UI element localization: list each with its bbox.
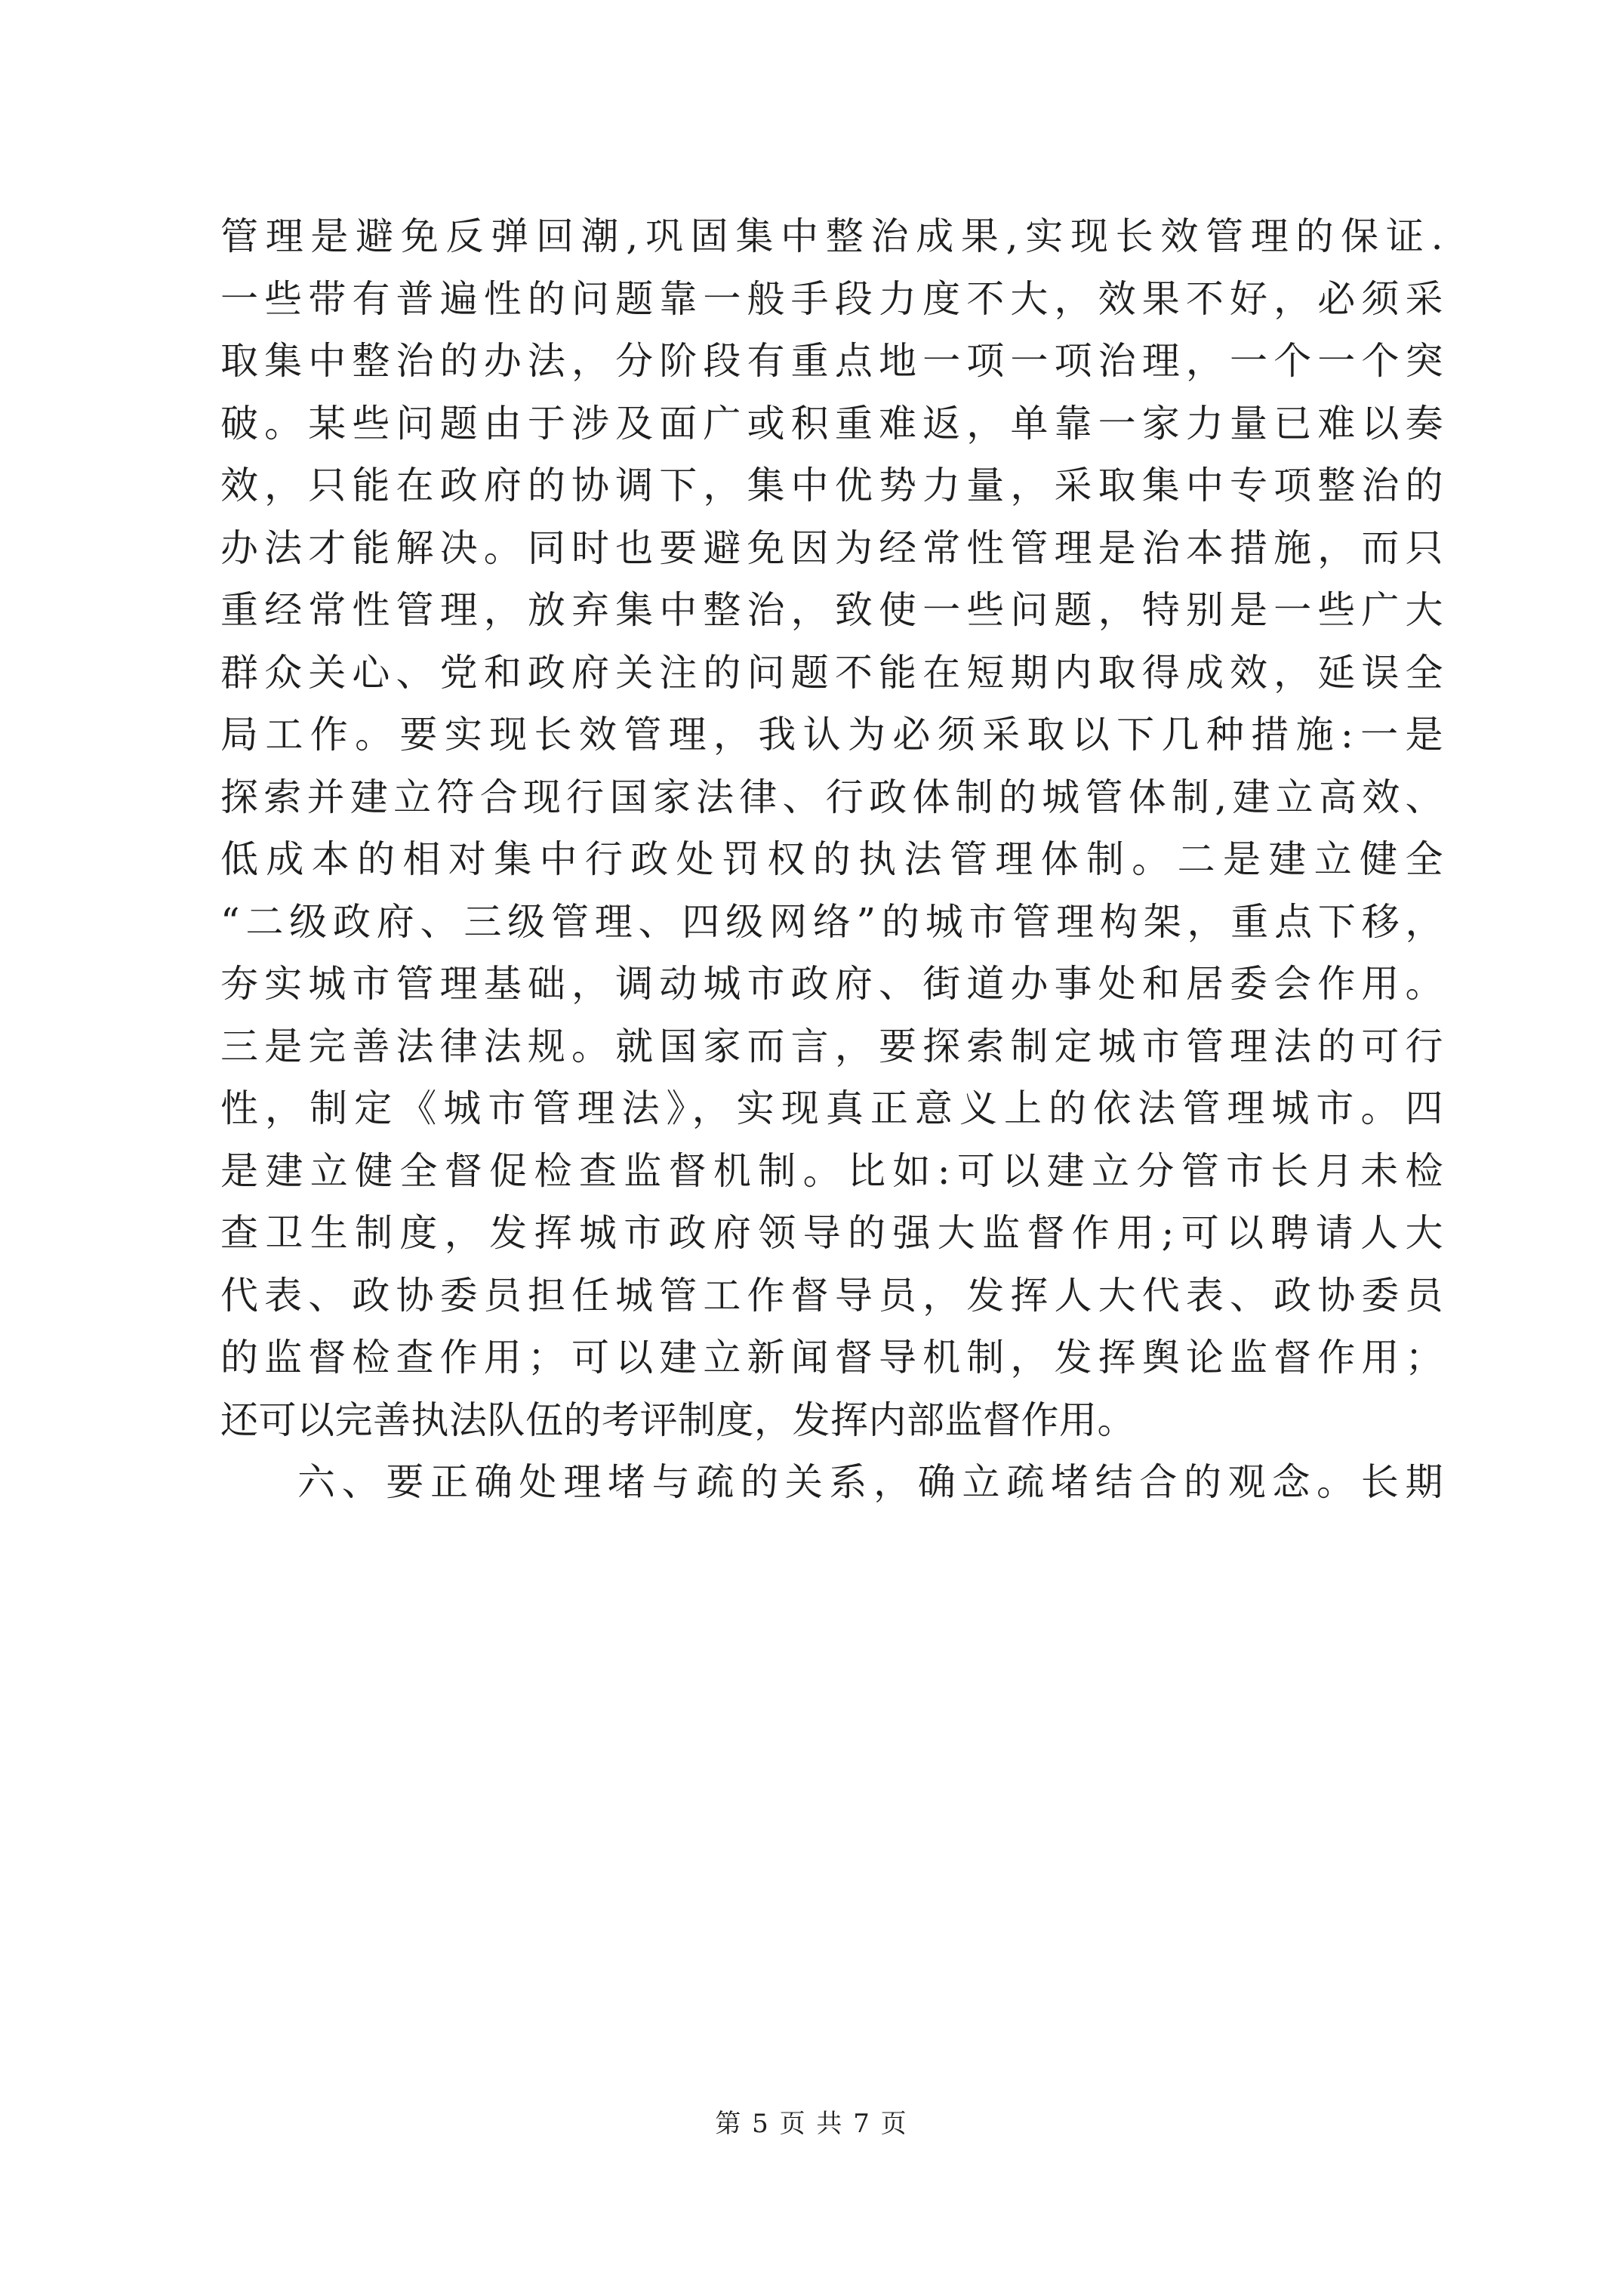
- text-line-content: 管理是避免反弹回潮,巩固集中整治成果,实现长效管理的保证.: [220, 214, 1443, 258]
- text-line: [220, 579, 1443, 642]
- text-line-content: 一些带有普遍性的问题靠一般手段力度不大，效果不好，必须采: [220, 276, 1443, 321]
- text-line-content: 群众关心、党和政府关注的问题不能在短期内取得成效，延误全: [220, 650, 1443, 695]
- text-line-content: 代表、政协委员担任城管工作督导员，发挥人大代表、政协委员: [220, 1273, 1443, 1318]
- paragraph-first-line: [220, 1451, 1443, 1514]
- text-line-content: 取集中整治的办法，分阶段有重点地一项一项治理，一个一个突: [220, 339, 1443, 383]
- text-line-content: 夯实城市管理基础，调动城市政府、街道办事处和居委会作用。: [220, 962, 1443, 1006]
- text-line: [220, 393, 1443, 455]
- text-line-content: 是建立健全督促检查监督机制。比如:可以建立分管市长月未检: [220, 1148, 1443, 1193]
- text-line-content: 低成本的相对集中行政处罚权的执法管理体制。二是建立健全: [220, 837, 1443, 881]
- text-line: [220, 642, 1443, 704]
- text-line-content: 效，只能在政府的协调下，集中优势力量，采取集中专项整治的: [220, 464, 1443, 507]
- text-line: [220, 1077, 1443, 1140]
- text-line-content: 的监督检查作用；可以建立新闻督导机制，发挥舆论监督作用；: [220, 1336, 1443, 1379]
- text-line: [220, 205, 1443, 268]
- text-line: [220, 828, 1443, 891]
- text-line: [220, 1140, 1443, 1203]
- text-line: [220, 1265, 1443, 1327]
- text-line-content: “二级政府、三级管理、四级网络”的城市管理构架，重点下移，: [220, 899, 1443, 944]
- text-line: [220, 517, 1443, 580]
- text-line-content: 六、要正确处理堵与疏的关系，确立疏堵结合的观念。长期: [297, 1460, 1443, 1504]
- text-line-content: 性，制定《城市管理法》，实现真正意义上的依法管理城市。四: [220, 1086, 1443, 1130]
- text-line-content: 破。某些问题由于涉及面广或积重难返，单靠一家力量已难以奏: [220, 401, 1443, 445]
- text-line: [220, 330, 1443, 393]
- text-line-content: 查卫生制度，发挥城市政府领导的强大监督作用;可以聘请人大: [220, 1211, 1443, 1255]
- text-line-content: 办法才能解决。同时也要避免因为经常性管理是治本措施，而只: [220, 525, 1443, 570]
- body-text: [220, 205, 1443, 1514]
- text-line: [220, 1202, 1443, 1265]
- text-line: [220, 891, 1443, 954]
- text-line-content: 探索并建立符合现行国家法律、行政体制的城管体制,建立高效、: [220, 775, 1443, 819]
- text-line-content: 三是完善法律法规。就国家而言，要探索制定城市管理法的可行: [220, 1024, 1443, 1068]
- text-line: [220, 704, 1443, 766]
- text-line: [220, 1327, 1443, 1389]
- text-line: [220, 1389, 1443, 1452]
- text-line-content: 还可以完善执法队伍的考评制度，发挥内部监督作用。: [220, 1398, 1135, 1442]
- text-line: [220, 268, 1443, 331]
- text-line: [220, 1015, 1443, 1078]
- text-line: [220, 766, 1443, 829]
- text-line: [220, 953, 1443, 1015]
- page-footer: [0, 2103, 1623, 2140]
- text-line-content: 局工作。要实现长效管理，我认为必须采取以下几种措施:一是: [220, 713, 1443, 757]
- text-line-content: 重经常性管理，放弃集中整治，致使一些问题，特别是一些广大: [220, 588, 1443, 632]
- page-number-label: 第 5 页 共 7 页: [715, 2109, 908, 2139]
- text-line: [220, 455, 1443, 517]
